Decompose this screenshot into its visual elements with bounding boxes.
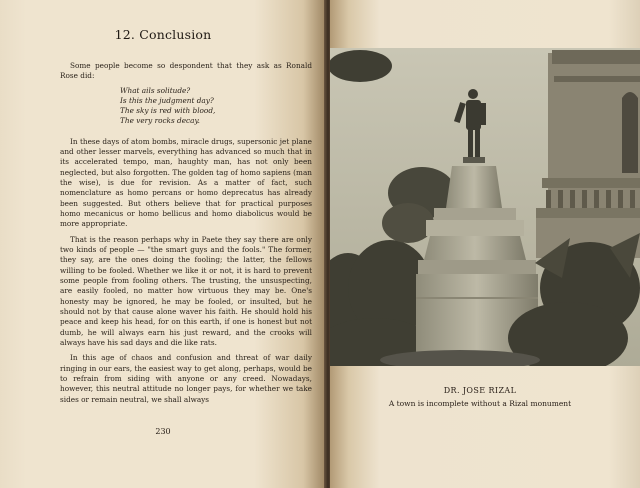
body-text (60, 61, 312, 405)
verse-line: The sky is red with blood, (120, 106, 216, 116)
paragraph-2: In these days of atom bombs, miracle drugs, supersonic jet plane and other lesser marvels, everything has advanced so much that in its accelerated tempo, man, haughty man, has not only been neglected, but also forgotten. The golden tag of homo sapiens (man the wise), is due for revision. As a matter of fact, such nomenclature as homo percans or homo deprecatus has already been suggested. But others believe that for practical purposes homo mecanicus or homo bellicus and homo diabolicus would be more appropriate. (60, 136, 312, 229)
paragraph-4: In this age of chaos and confusion and threat of war daily ringing in our ears, the easiest way to get along, perhaps, would be to refrain from siding with anyone or any creed. Nowadays, however, this neutral attitude no longer pays, for whether we take sides or remain neutral, we shall always (60, 353, 312, 404)
verse-line: The very rocks decay. (120, 116, 200, 126)
church-tower (536, 50, 640, 258)
page-number: 230 (155, 427, 171, 436)
photo-caption-title: DR. JOSE RIZAL (443, 386, 517, 395)
photo-caption-text: A town is incomplete without a Rizal monument (388, 399, 572, 408)
verse-line: Is this the judgment day? (120, 95, 214, 105)
rizal-monument-photo (330, 48, 640, 366)
paragraph-3: That is the reason perhaps why in Paete they say there are only two kinds of people — "the smart guys and the fools." The former, they say, are the ones doing the fooling; the latter, the fellows willing to be fooled. Whether we like it or not, it is hard to prevent some people from fooling others. The trusting, the unsuspecting, are easily fooled, no matter how virtuous they may be. One's honesty may be ignored, he may be fooled, or insulted, but he should not by that cause alone waver his faith. He should hold his peace and keep his head, for on this earth, if one is honest but not dumb, he will always earn his just reward, and the crooks will always have his sad days and die like rats. (60, 234, 312, 348)
photo-illustration (330, 48, 640, 366)
paragraph-1: Some people become so despondent that they ask as Ronald Rose did: (60, 61, 312, 81)
chapter-title: 12. Conclusion (114, 27, 212, 42)
verse-quote (120, 86, 312, 127)
verse-line: What ails solitude? (120, 85, 191, 95)
